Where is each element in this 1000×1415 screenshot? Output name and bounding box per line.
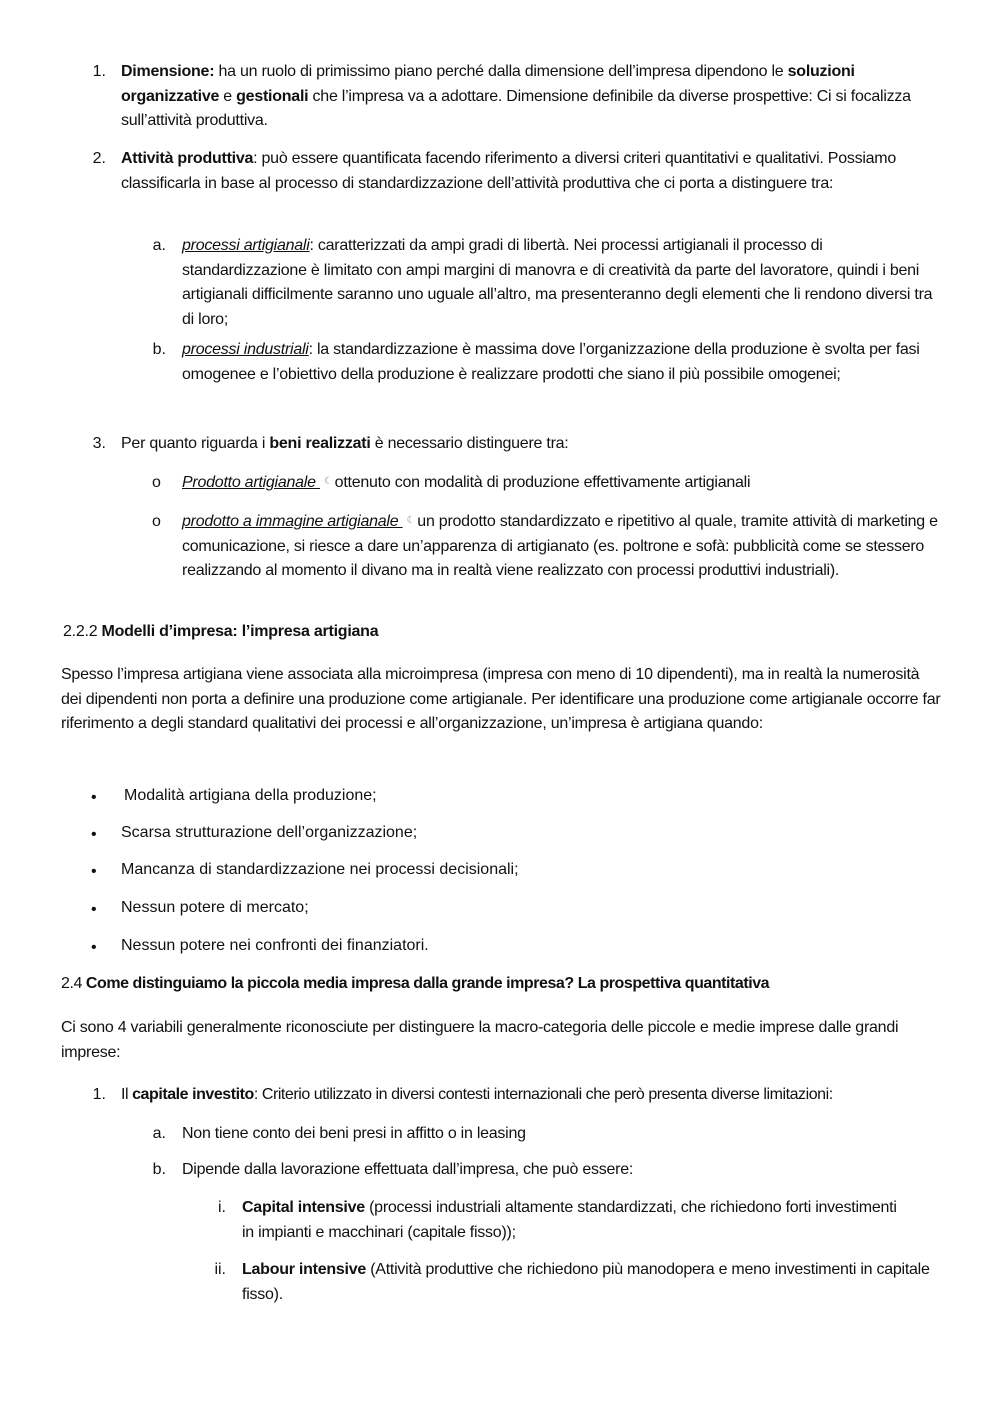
section-title: Modelli d’impresa: l’impresa artigiana [101, 623, 379, 640]
bullet-marker: • [91, 939, 97, 956]
bullet-item: Nessun potere nei confronti dei finanziatori. [121, 937, 429, 954]
list-roman: i. [218, 1199, 226, 1216]
paragraph-quattro-variabili: Ci sono 4 variabili generalmente riconosciute per distinguere la macro-categoria delle piccole e medie imprese dalle grandi imprese: [61, 1019, 899, 1061]
item-text: Per quanto riguarda i [121, 435, 270, 452]
list-item-dimensione [121, 60, 941, 134]
term-processi-artigianali: processi artigianali [182, 237, 310, 254]
item-text: che l’impresa va a adottare. Dimensione definibile da diverse prospettive: Ci si focalizza sull’attività produttiva. [121, 87, 911, 129]
term-prodotto-immagine-artigianale: prodotto a immagine artigianale [182, 513, 403, 530]
term-dimensione: Dimensione: [121, 63, 215, 80]
list-number: 3. [92, 435, 106, 452]
bullet-marker: • [91, 863, 97, 880]
term-labour-intensive: Labour intensive [242, 1261, 367, 1278]
item-text: : caratterizzati da ampi gradi di libertà. Nei processi artigianali il processo di standardizzazione è limitato con ampi margini di manovra e di creatività da parte del lavoratore, quindi i beni artigianali difficilmente saranno uno uguale all’altro, ma presenteranno degli elementi che li rendono diversi tra di loro; [182, 237, 933, 328]
list-letter: a. [152, 237, 166, 254]
section-heading-2-4 [61, 972, 961, 997]
bullet-item: Modalità artigiana della produzione; [124, 787, 377, 804]
item-text: ottenuto con modalità di produzione effettivamente artigianali [334, 474, 751, 491]
bold-term: beni realizzati [269, 435, 371, 452]
sub-item-processi-artigianali [182, 234, 934, 332]
item-text: (processi industriali altamente standardizzati, che richiedono forti investimenti in impianti e macchinari (capitale fisso)); [242, 1199, 897, 1241]
paragraph-impresa-artigiana: Spesso l’impresa artigiana viene associata alla microimpresa (impresa con meno di 10 dipendenti), ma in realtà la numerosità dei dipendenti non porta a definire una produzione come artigianale. Per identificare una produzione come artigianale occorre far riferimento a degli standard qualitativi dei processi e all’organizzazione, un’impresa è artigiana quando: [61, 666, 941, 732]
sub-item-prodotto-immagine-artigianale [182, 509, 950, 584]
list-letter: a. [152, 1125, 166, 1142]
sub-item-labour-intensive [242, 1258, 942, 1307]
bullet-marker: • [91, 901, 97, 918]
term-processi-industriali: processi industriali [182, 341, 309, 358]
bullet-item: Scarsa strutturazione dell’organizzazione; [121, 824, 418, 841]
bullet-item: Nessun potere di mercato; [121, 899, 309, 916]
list-item-beni-realizzati [121, 432, 941, 457]
bullet-marker: • [91, 826, 97, 843]
bold-term: capitale investito [132, 1086, 254, 1103]
bullet-item: Mancanza di standardizzazione nei processi decisionali; [121, 861, 519, 878]
item-text: ha un ruolo di primissimo piano perché dalla dimensione dell’impresa dipendono le [214, 63, 788, 80]
list-number: 1. [92, 1086, 106, 1103]
item-text: un prodotto standardizzato e ripetitivo al quale, tramite attività di marketing e comunicazione, si riesce a dare un’apparenza di artigianato (es. poltrone e sofà: pubblicità come se stessero realizzando al momento il divano ma in realtà viene realizzato con processi produttivi industriali). [182, 513, 938, 579]
sub-item-processi-industriali [182, 338, 927, 387]
term-prodotto-artigianale: Prodotto artigianale [182, 474, 320, 491]
list-roman: ii. [214, 1261, 226, 1278]
term-attivita-produttiva: Attività produttiva [121, 150, 254, 167]
list-number: 1. [92, 63, 106, 80]
item-text: : può essere quantificata facendo riferimento a diversi criteri quantitativi e qualitativi. Possiamo classificarla in base al processo di standardizzazione dell’attività produttiva che ci porta a distinguere tra: [121, 150, 897, 192]
section-heading-2-2-2 [63, 620, 943, 645]
item-text: : la standardizzazione è massima dove l’organizzazione della produzione è svolta per fasi omogenee e l’obiettivo della produzione è realizzare prodotti che siano il più possibile omogenei; [182, 341, 920, 383]
sub-item-lavorazione: Dipende dalla lavorazione effettuata dall’impresa, che può essere: [182, 1161, 634, 1178]
list-number: 2. [92, 150, 106, 167]
moon-icon: ☾ [323, 476, 333, 487]
list-item-attivita-produttiva [121, 147, 931, 196]
list-letter: b. [152, 1161, 166, 1178]
sub-item-affitto-leasing: Non tiene conto dei beni presi in affitto o in leasing [182, 1125, 526, 1142]
list-item-capitale-investito [121, 1083, 961, 1108]
section-number: 2.2.2 [63, 623, 102, 640]
bullet-marker: o [152, 474, 161, 491]
section-title: Come distinguiamo la piccola media impresa dalla grande impresa? La prospettiva quantitativa [85, 975, 770, 992]
item-text: : Criterio utilizzato in diversi contesti internazionali che però presenta diverse limitazioni: [253, 1086, 833, 1103]
sub-item-prodotto-artigianale [182, 470, 942, 496]
section-number: 2.4 [61, 975, 86, 992]
list-letter: b. [152, 341, 166, 358]
moon-icon: ☾ [406, 515, 416, 526]
bold-term: gestionali [236, 87, 309, 105]
sub-item-capital-intensive [242, 1196, 902, 1245]
bullet-marker: o [152, 513, 161, 530]
item-text: e [219, 87, 237, 105]
bullet-marker: • [91, 789, 97, 806]
item-text: è necessario distinguere tra: [370, 435, 569, 452]
term-capital-intensive: Capital intensive [242, 1199, 365, 1216]
item-text: (Attività produttive che richiedono più manodopera e meno investimenti in capitale fisso). [242, 1261, 930, 1303]
bold-term: soluzioni organizzative [121, 63, 855, 105]
item-text: Il [121, 1086, 133, 1103]
